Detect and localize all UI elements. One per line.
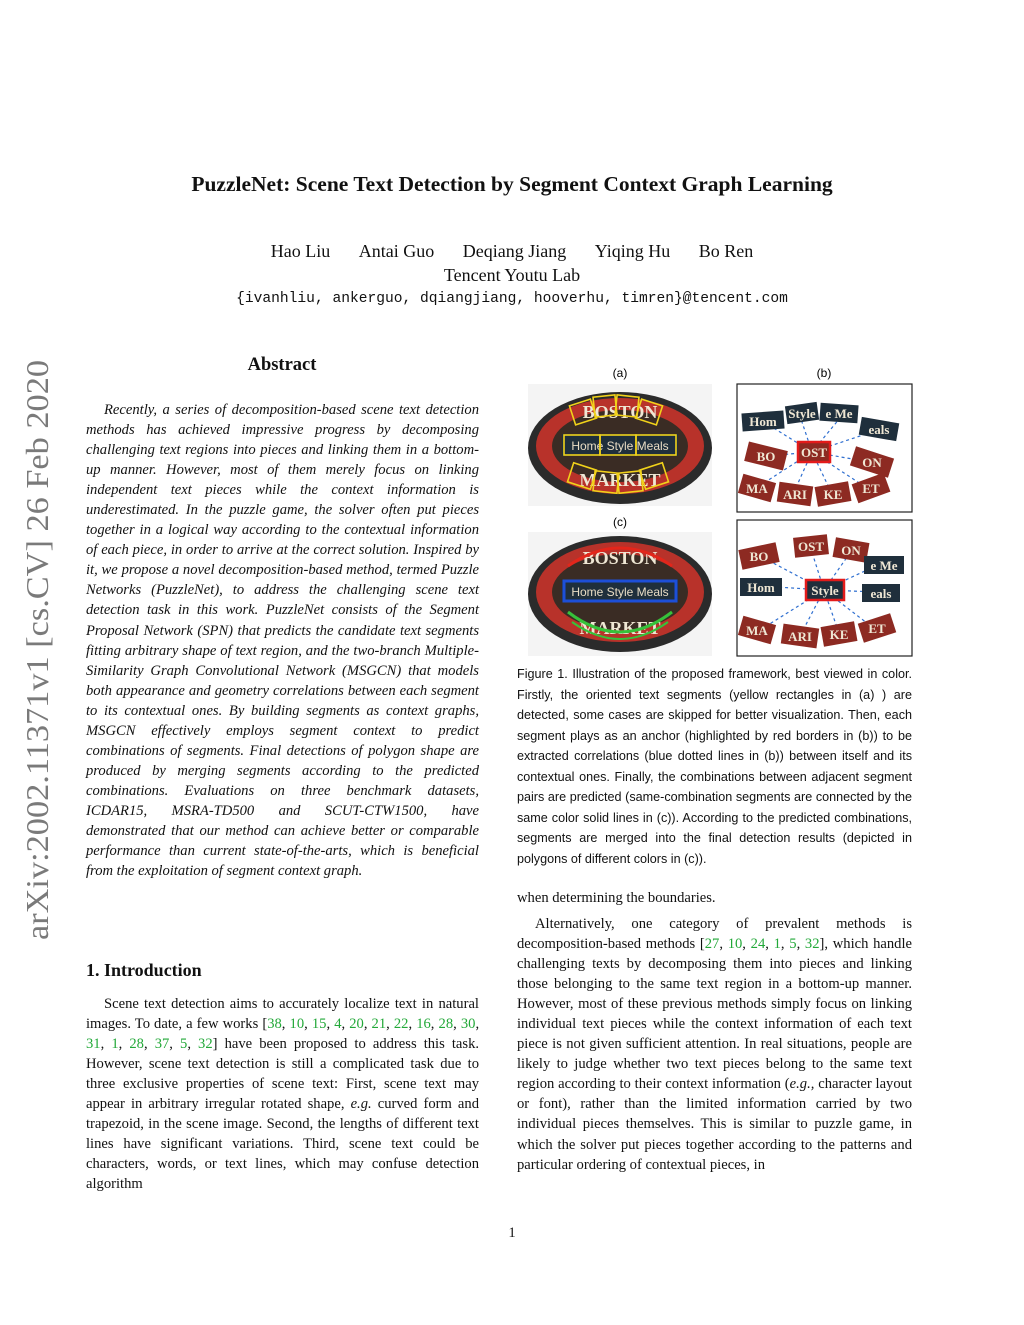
- svg-text:ARI: ARI: [783, 487, 807, 502]
- svg-text:BOSTON: BOSTON: [582, 402, 658, 422]
- citation-link[interactable]: 10: [289, 1016, 305, 1033]
- svg-text:OST: OST: [797, 539, 825, 554]
- panel-label-a: (a): [612, 366, 628, 380]
- abstract-heading: Abstract: [247, 355, 317, 375]
- arxiv-identifier-text: arXiv:2002.11371v1 [cs.CV] 26 Feb 2020: [19, 399, 55, 940]
- paper-title: PuzzleNet: Scene Text Detection by Segment Context Graph Learning: [191, 172, 833, 196]
- paragraph-continuation: when determining the boundaries.: [517, 890, 716, 906]
- author-name: Deqiang Jiang: [462, 241, 567, 261]
- panel-c-combination-prediction: [528, 532, 712, 656]
- citation-link[interactable]: 24: [750, 936, 766, 953]
- citation-link[interactable]: 28: [438, 1016, 454, 1033]
- author-list: [0, 241, 1024, 262]
- citation-link[interactable]: 10: [727, 936, 743, 953]
- citation-link[interactable]: 37: [154, 1036, 170, 1053]
- svg-text:Hom: Hom: [747, 580, 775, 595]
- svg-text:OST: OST: [800, 445, 828, 460]
- citation-link[interactable]: 20: [349, 1016, 364, 1033]
- page-number: 1: [508, 1225, 516, 1241]
- author-name: Antai Guo: [358, 241, 435, 261]
- citation-link[interactable]: 1: [111, 1036, 119, 1053]
- author-emails: {ivanhliu, ankerguo, dqiangjiang, hooverhu, timren}@tencent.com: [236, 291, 788, 307]
- figure-caption: Figure 1. Illustration of the proposed framework, best viewed in color. Firstly, the oriented text segments (yellow rectangles in (a) ) are detected, some cases are skipped for better visualization. Then, each segment plays as an anchor (highlighted by red borders in (b)) to be extracted correlations (blue dotted lines in (b)) between itself and its contextual ones. Finally, the combinations between adjacent segment pairs are predicted (same-combination segments are connected by the same color solid lines in (c)). According to the predicted combinations, segments are merged into the final detection results (depicted in polygons of different colors in (c)).: [517, 667, 912, 866]
- panel-label-c: (c): [613, 515, 627, 529]
- svg-text:ON: ON: [862, 455, 882, 470]
- panel-d-graph-result: [737, 520, 912, 656]
- svg-text:Hom: Hom: [749, 414, 777, 429]
- citation-link[interactable]: 21: [371, 1016, 387, 1033]
- citation-link[interactable]: 27: [704, 936, 720, 953]
- citation-link[interactable]: 1: [773, 936, 781, 953]
- svg-text:eals: eals: [868, 422, 890, 437]
- svg-text:e Me: e Me: [870, 558, 898, 573]
- body-paragraph: Alternatively, one category of prevalent methods is decomposition-based methods [27, 10, 24, 1, 5, 32], which handle challenging texts by decomposing them into pieces and linking those belonging to the same text region in a bottom-up manner. However, most of these previous methods simply focus on linking individual text pieces while the context information of each text piece is not given sufficient attention. In real situations, people are likely to judge whether two text pieces belong to the same text region according to their context information (e.g., character layout or font), rather than the limited information carried by two individual pieces themselves. This is similar to puzzle game, in which the solver put pieces together according to the patterns and particular ordering of contextual pieces, in: [517, 916, 913, 1173]
- svg-text:MA: MA: [746, 481, 768, 496]
- citation-link[interactable]: 31: [86, 1036, 101, 1053]
- author-name: Hao Liu: [270, 241, 331, 261]
- svg-text:Home Style Meals: Home Style Meals: [571, 585, 669, 599]
- svg-text:Style: Style: [811, 583, 839, 598]
- svg-text:BO: BO: [756, 449, 776, 464]
- panel-b-context-graph: [737, 384, 912, 512]
- citation-link[interactable]: 5: [789, 936, 797, 953]
- panel-label-b: (b): [816, 366, 832, 380]
- svg-text:eals: eals: [870, 586, 892, 601]
- citation-link[interactable]: 22: [393, 1016, 409, 1033]
- citation-link[interactable]: 38: [267, 1016, 282, 1033]
- affiliation: Tencent Youtu Lab: [443, 265, 581, 285]
- panel-a-sign-image: [528, 384, 712, 506]
- svg-text:ET: ET: [862, 481, 880, 496]
- arxiv-identifier: [16, 350, 56, 950]
- svg-text:MARKET: MARKET: [579, 470, 661, 490]
- svg-text:Home Style Meals: Home Style Meals: [571, 439, 669, 453]
- introduction-paragraph: Scene text detection aims to accurately localize text in natural images. To date, a few works [38, 10, 15, 4, 20, 21, 22, 16, 28, 30, 31, 1, 28, 37, 5, 32] have been proposed to address this task. However, scene text detection is still a complicated task due to three exclusive properties of scene text: First, scene text may appear in arbitrary irregular rotated shape, e.g. curved form and trapezoid, in the scene image. Second, the lengths of different text lines have significant variations. Third, scene text could be characters, words, or text lines, which may confuse detection algorithm: [86, 996, 480, 1193]
- svg-text:KE: KE: [823, 487, 843, 502]
- citation-list: 38, 10, 15, 4, 20, 21, 22, 16, 28, 30, 31, 1, 28, 37, 5, 32: [86, 1016, 480, 1053]
- citation-link[interactable]: 32: [804, 936, 820, 953]
- citation-link[interactable]: 32: [198, 1036, 213, 1053]
- svg-text:Style: Style: [788, 406, 816, 421]
- citation-link[interactable]: 15: [311, 1016, 327, 1033]
- svg-text:e Me: e Me: [825, 406, 853, 421]
- svg-text:BOSTON: BOSTON: [582, 548, 658, 568]
- svg-text:ON: ON: [841, 543, 861, 558]
- citation-link[interactable]: 4: [334, 1016, 342, 1033]
- citation-link[interactable]: 28: [129, 1036, 144, 1053]
- author-name: Bo Ren: [698, 241, 754, 261]
- svg-text:ET: ET: [868, 621, 886, 636]
- citation-link[interactable]: 30: [460, 1016, 476, 1033]
- abstract-text: Recently, a series of decomposition-based scene text detection methods has achieved impressive progress by decomposing challenging text regions into pieces and linking them in a bottom-up manner. However, most of them merely focus on linking independent text pieces while the context information is underestimated. In the puzzle game, the solver often put pieces together in a logical way according to the contextual information of each piece, in order to arrive at the correct solution. Inspired by it, we propose a novel decomposition-based method, termed Puzzle Networks (PuzzleNet), to address the challenging scene text detection task in this work. PuzzleNet consists of the Segment Proposal Network (SPN) that predicts the candidate text segments fitting arbitrary shape of text region, and the two-branch Multiple-Similarity Graph Convolutional Network (MSGCN) that models both appearance and geometry correlations between each segment to its contextual ones. By building segments as context graphs, MSGCN effectively employs segment context to predict combinations of segments. Final detections of polygon shape are produced by merging segments according to the predicted combinations. Evaluations on three benchmark datasets, ICDAR15, MSRA-TD500 and SCUT-CTW1500, have demonstrated that our method can achieve better or comparable performance than current state-of-the-arts, which is beneficial from the exploitation of segment context graph.: [86, 402, 479, 880]
- author-name: Yiqing Hu: [594, 241, 671, 261]
- svg-text:MARKET: MARKET: [579, 618, 661, 638]
- svg-text:ARI: ARI: [788, 629, 812, 644]
- section-heading-introduction: 1. Introduction: [86, 960, 202, 980]
- svg-text:MA: MA: [746, 623, 768, 638]
- citation-list: 27, 10, 24, 1, 5, 32: [704, 936, 820, 953]
- citation-link[interactable]: 5: [180, 1036, 188, 1053]
- citation-link[interactable]: 16: [416, 1016, 431, 1033]
- svg-text:KE: KE: [829, 627, 849, 642]
- svg-text:BO: BO: [749, 549, 769, 564]
- figure-1: [524, 360, 914, 660]
